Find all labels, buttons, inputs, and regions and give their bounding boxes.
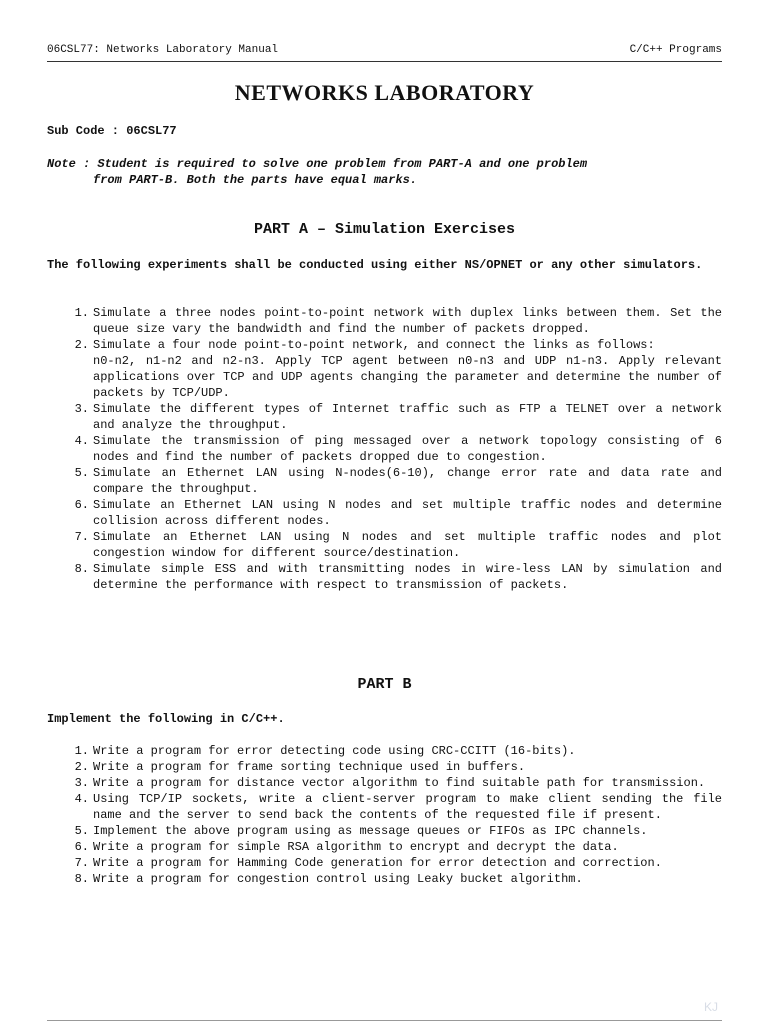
sub-code: Sub Code : 06CSL77: [47, 124, 177, 138]
part-b-intro: Implement the following in C/C++.: [47, 712, 285, 726]
list-item: 4. Simulate the transmission of ping messaged over a network topology consisting of 6 nodes and find the number of packets dropped due to congestion.: [74, 434, 722, 464]
note-line-2: from PART-B. Both the parts have equal marks.: [93, 173, 418, 187]
list-item: 6. Write a program for simple RSA algorithm to encrypt and decrypt the data.: [74, 840, 619, 854]
list-item: 8. Write a program for congestion control using Leaky bucket algorithm.: [74, 872, 583, 886]
note-line-1: Note : Student is required to solve one problem from PART-A and one problem: [47, 157, 588, 171]
list-item: 2. Simulate a four node point-to-point network, and connect the links as follows: n0-n2, n1-n2 and n2-n3. Apply TCP agent between n0-n3 and UDP n1-n3. Apply relevant applications over TCP and UDP agents changing the parameter and determine the number of packets by TCP/UDP.: [74, 338, 722, 400]
list-item: 5. Implement the above program using as message queues or FIFOs as IPC channels.: [74, 824, 648, 838]
header-left: 06CSL77: Networks Laboratory Manual: [47, 44, 279, 56]
list-item: 4. Using TCP/IP sockets, write a client-server program to make client sending the file name and the server to send back the contents of the requested file if present.: [74, 792, 722, 822]
page-title: NETWORKS LABORATORY: [234, 80, 535, 105]
list-item: 8. Simulate simple ESS and with transmitting nodes in wire-less LAN by simulation and determine the performance with respect to transmission of packets.: [74, 562, 722, 592]
list-item: 1. Write a program for error detecting code using CRC-CCITT (16-bits).: [74, 744, 576, 758]
list-item: 1. Simulate a three nodes point-to-point network with duplex links between them. Set the queue size vary the bandwidth and find the number of packets dropped.: [74, 306, 722, 336]
part-a-heading: PART A – Simulation Exercises: [253, 221, 516, 238]
part-a-list: [47, 305, 722, 593]
part-b-list: [47, 743, 722, 887]
list-item: 7. Simulate an Ethernet LAN using N nodes and set multiple traffic nodes and plot congestion window for different source/destination.: [74, 530, 722, 560]
list-item: 3. Write a program for distance vector algorithm to find suitable path for transmission.: [74, 776, 706, 790]
document-page: [47, 0, 722, 1024]
list-item: 2. Write a program for frame sorting technique used in buffers.: [74, 760, 526, 774]
header-right: C/C++ Programs: [629, 44, 722, 56]
list-item: 6. Simulate an Ethernet LAN using N nodes and set multiple traffic nodes and determine collision across different nodes.: [74, 498, 722, 528]
header-rule: [47, 61, 722, 62]
note: [47, 156, 722, 188]
part-a-intro: The following experiments shall be conducted using either NS/OPNET or any other simulators.: [47, 258, 703, 272]
list-item: 5. Simulate an Ethernet LAN using N-nodes(6-10), change error rate and data rate and compare the throughput.: [74, 466, 722, 496]
watermark: KJ: [703, 1000, 718, 1014]
running-header: [47, 44, 722, 60]
footer-rule: [47, 1020, 722, 1021]
list-item: 7. Write a program for Hamming Code generation for error detection and correction.: [74, 856, 662, 870]
list-item: 3. Simulate the different types of Internet traffic such as FTP a TELNET over a network and analyze the throughput.: [74, 402, 722, 432]
part-b-heading: PART B: [357, 676, 412, 693]
